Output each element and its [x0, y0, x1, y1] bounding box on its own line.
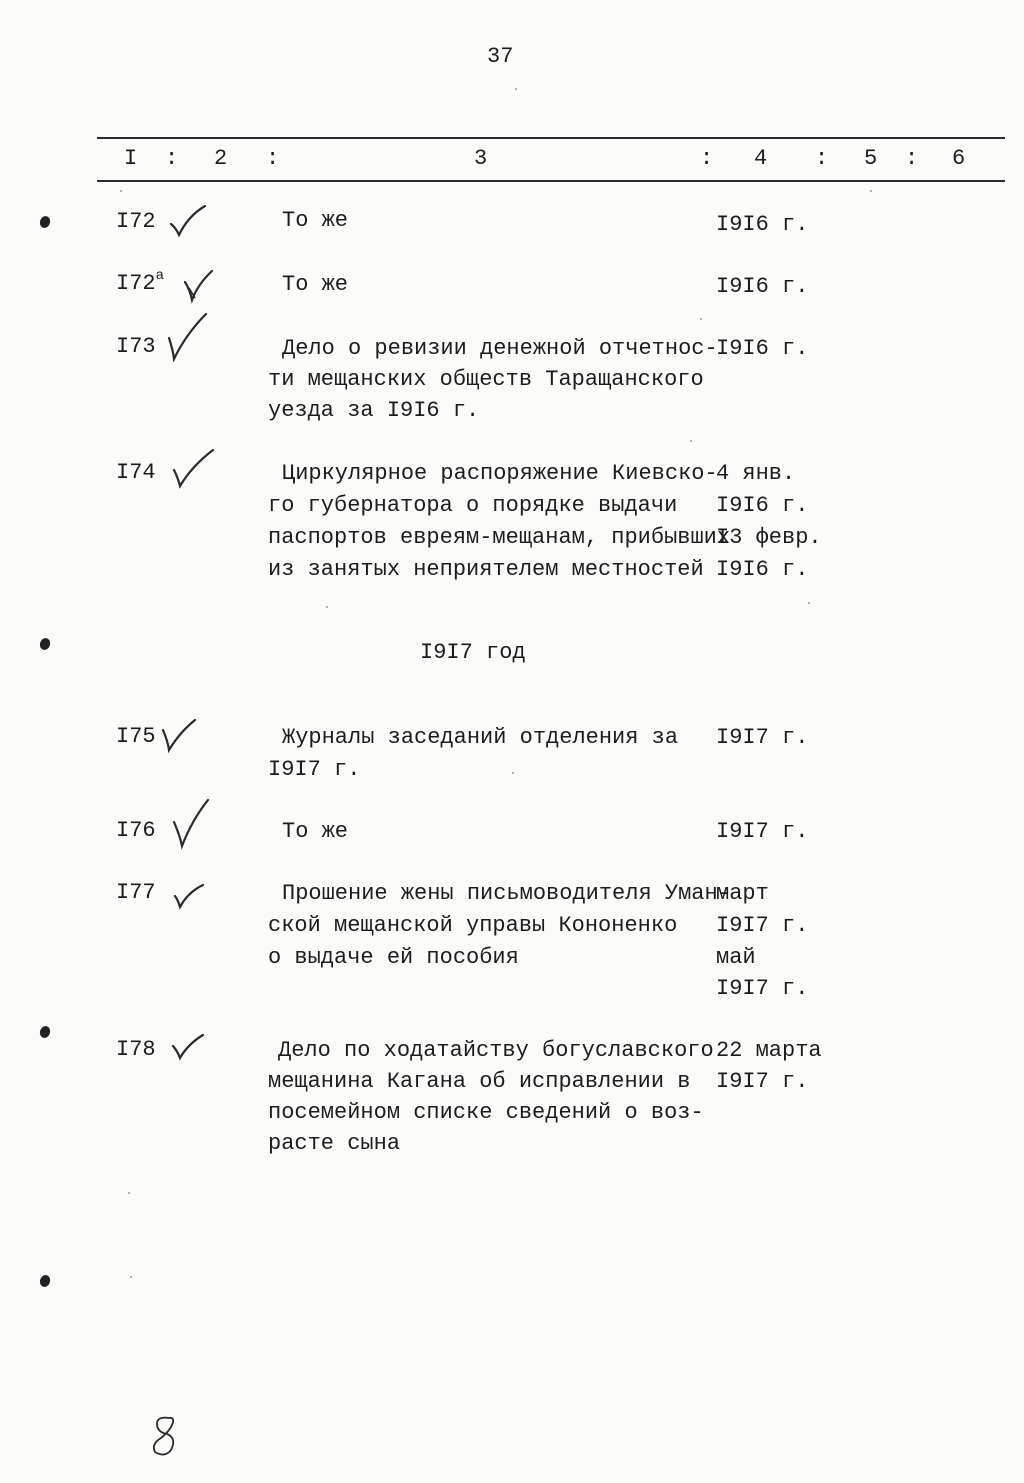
entry-description-line: паспортов евреям-мещанам, прибывших: [268, 525, 731, 550]
entry-date: I9I6 г.: [716, 274, 809, 299]
scan-speck: [870, 190, 872, 192]
column-separator: :: [905, 146, 919, 171]
entry-number: I73: [116, 334, 156, 359]
entry-date: I9I7 г.: [716, 725, 809, 750]
entry-date: I3 февр.: [716, 525, 822, 550]
entry-description-line: о выдаче ей пособия: [268, 945, 519, 970]
entry-date: май: [716, 945, 756, 970]
entry-description-line: Прошение жены письмоводителя Уман-: [282, 881, 731, 906]
header-rule-top: [97, 137, 1005, 139]
entry-date: 4 янв.: [716, 461, 796, 486]
column-separator: :: [266, 146, 280, 171]
entry-number: [116, 268, 165, 296]
entry-number: I76: [116, 818, 156, 843]
entry-description-line: из занятых неприятелем местностей: [268, 557, 704, 582]
page-number: 37: [487, 44, 514, 69]
entry-description-line: Журналы заседаний отделения за: [282, 725, 679, 750]
punch-hole-icon: [38, 1025, 52, 1040]
entry-description-line: I9I7 г.: [268, 757, 361, 782]
checkmark-icon: [168, 204, 208, 238]
checkmark-icon: [182, 268, 216, 304]
entry-date: I9I7 г.: [716, 1069, 809, 1094]
entry-date: I9I7 г.: [716, 819, 809, 844]
scan-speck: [512, 772, 514, 774]
entry-date: I9I6 г.: [716, 557, 809, 582]
entry-description-line: ской мещанской управы Кононенко: [268, 913, 678, 938]
entry-description-line: Циркулярное распоряжение Киевско-: [282, 461, 718, 486]
entry-date: I9I6 г.: [716, 212, 809, 237]
scan-speck: [130, 1276, 132, 1278]
column-header-4: 4: [754, 146, 768, 171]
entry-number: I72: [116, 209, 156, 234]
checkmark-icon: [170, 798, 212, 850]
entry-number: I74: [116, 460, 156, 485]
scan-speck: [808, 602, 810, 604]
checkmark-icon: [164, 312, 210, 362]
entry-description-line: То же: [282, 272, 349, 297]
scan-speck: [515, 88, 517, 90]
entry-date: март: [716, 881, 769, 906]
scan-speck: [690, 440, 692, 442]
entry-number: I75: [116, 724, 156, 749]
scan-speck: [326, 606, 328, 608]
scan-speck: [700, 318, 702, 320]
entry-description-line: посемейном списке сведений о воз-: [268, 1100, 704, 1125]
column-header-6: 6: [952, 146, 966, 171]
entry-date: I9I6 г.: [716, 493, 809, 518]
entry-date: 22 марта: [716, 1038, 822, 1063]
checkmark-icon: [172, 882, 206, 910]
column-separator: :: [165, 146, 179, 171]
entry-description-line: То же: [282, 819, 349, 844]
punch-hole-icon: [38, 215, 52, 230]
checkmark-icon: [170, 448, 216, 490]
scan-speck: [120, 190, 122, 192]
entry-number: I78: [116, 1037, 156, 1062]
entry-description-line: уезда за I9I6 г.: [268, 398, 480, 423]
entry-description-line: ти мещанских обществ Таращанского: [268, 367, 704, 392]
punch-hole-icon: [38, 637, 52, 652]
column-separator: :: [700, 146, 714, 171]
entry-number-suffix: а: [155, 268, 165, 284]
column-header-3: 3: [474, 146, 488, 171]
sheet-mark-text: [128, 1396, 129, 1397]
entry-number: I77: [116, 880, 156, 905]
scan-speck: [128, 1192, 130, 1194]
column-header-1: I: [124, 146, 138, 171]
entry-description-line: То же: [282, 208, 349, 233]
entry-description-line: го губернатора о порядке выдачи: [268, 493, 678, 518]
checkmark-icon: [170, 1032, 206, 1062]
column-header-5: 5: [864, 146, 878, 171]
entry-number-main: I72: [116, 271, 156, 296]
entry-description-line: расте сына: [268, 1131, 401, 1156]
section-heading-1917: I9I7 год: [420, 640, 526, 665]
entry-description-line: мещанина Кагана об исправлении в: [268, 1069, 691, 1094]
column-header-2: 2: [214, 146, 228, 171]
entry-description-line: Дело по ходатайству богуславского: [278, 1038, 714, 1063]
entry-date: I9I7 г.: [716, 913, 809, 938]
entry-date: I9I7 г.: [716, 976, 809, 1001]
header-rule-bottom: [97, 180, 1005, 182]
entry-description-line: Дело о ревизии денежной отчетнос-: [282, 336, 718, 361]
checkmark-icon: [160, 718, 198, 754]
punch-hole-icon: [38, 1274, 52, 1289]
sheet-mark: [128, 1396, 183, 1483]
column-separator: :: [815, 146, 829, 171]
entry-date: I9I6 г.: [716, 336, 809, 361]
